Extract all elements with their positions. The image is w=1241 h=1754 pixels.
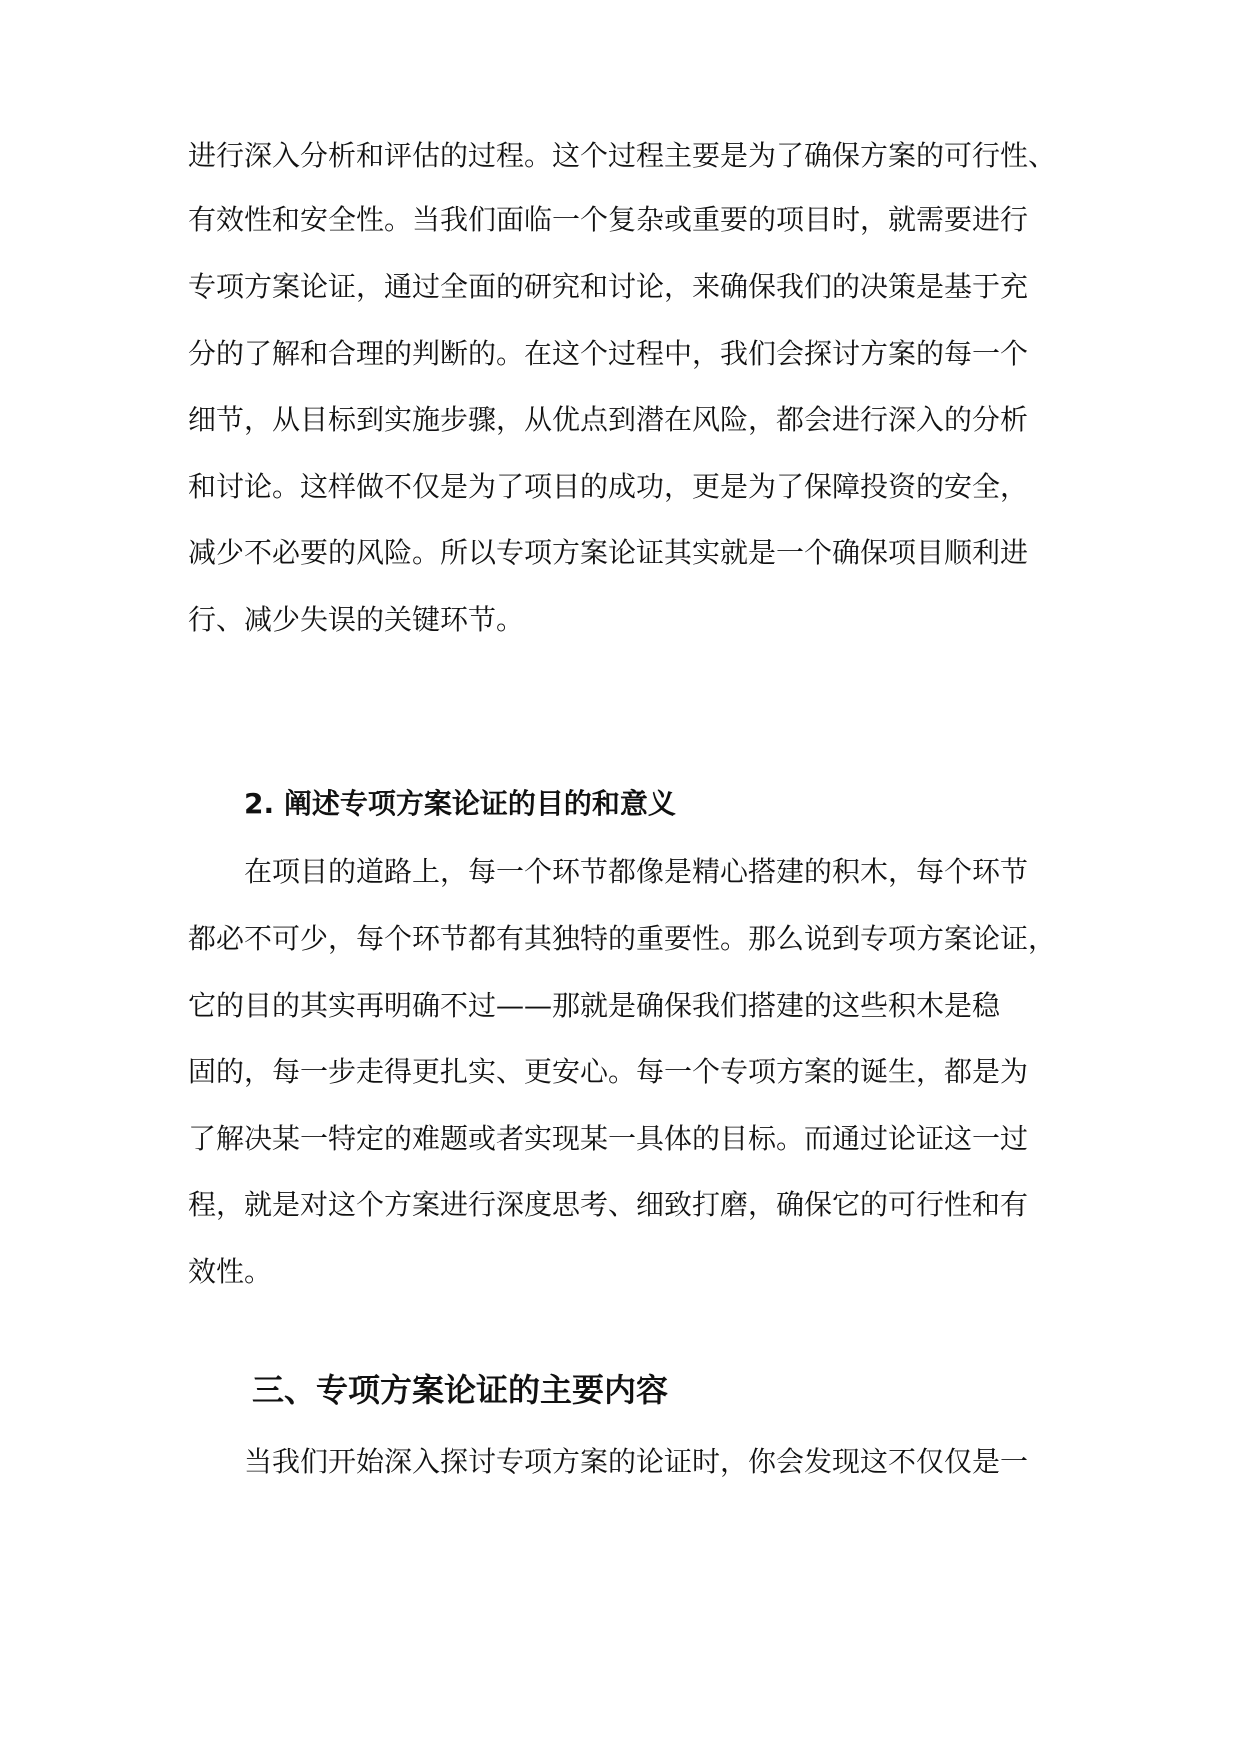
paragraph-2-line-2: 都必不可少，每个环节都有其独特的重要性。那么说到专项方案论证， bbox=[188, 922, 1057, 955]
paragraph-1-line-4: 分的了解和合理的判断的。在这个过程中，我们会探讨方案的每一个 bbox=[188, 337, 1029, 370]
paragraph-2-line-4: 固的，每一步走得更扎实、更安心。每一个专项方案的诞生，都是为 bbox=[188, 1055, 1029, 1088]
paragraph-1-line-7: 减少不必要的风险。所以专项方案论证其实就是一个确保项目顺利进 bbox=[188, 536, 1029, 569]
paragraph-3-line-1: 当我们开始深入探讨专项方案的论证时，你会发现这不仅仅是一 bbox=[244, 1445, 1029, 1478]
paragraph-2-line-3: 它的目的其实再明确不过——那就是确保我们搭建的这些积木是稳 bbox=[188, 989, 1001, 1022]
paragraph-1-line-8: 行、减少失误的关键环节。 bbox=[188, 603, 525, 636]
paragraph-1-line-6: 和讨论。这样做不仅是为了项目的成功，更是为了保障投资的安全， bbox=[188, 470, 1029, 503]
paragraph-1-line-1: 进行深入分析和评估的过程。这个过程主要是为了确保方案的可行性、 bbox=[188, 139, 1057, 172]
paragraph-2-line-1: 在项目的道路上，每一个环节都像是精心搭建的积木，每个环节 bbox=[244, 855, 1029, 888]
paragraph-1-line-5: 细节，从目标到实施步骤，从优点到潜在风险，都会进行深入的分析 bbox=[188, 403, 1029, 436]
paragraph-2-line-7: 效性。 bbox=[188, 1255, 273, 1288]
section-2-heading: 2. 阐述专项方案论证的目的和意义 bbox=[244, 787, 676, 820]
paragraph-2-line-6: 程，就是对这个方案进行深度思考、细致打磨，确保它的可行性和有 bbox=[188, 1188, 1029, 1221]
section-3-heading: 三、专项方案论证的主要内容 bbox=[252, 1371, 669, 1409]
paragraph-1-line-3: 专项方案论证，通过全面的研究和讨论，来确保我们的决策是基于充 bbox=[188, 270, 1029, 303]
paragraph-1-line-2: 有效性和安全性。当我们面临一个复杂或重要的项目时，就需要进行 bbox=[188, 203, 1029, 236]
paragraph-2-line-5: 了解决某一特定的难题或者实现某一具体的目标。而通过论证这一过 bbox=[188, 1122, 1029, 1155]
